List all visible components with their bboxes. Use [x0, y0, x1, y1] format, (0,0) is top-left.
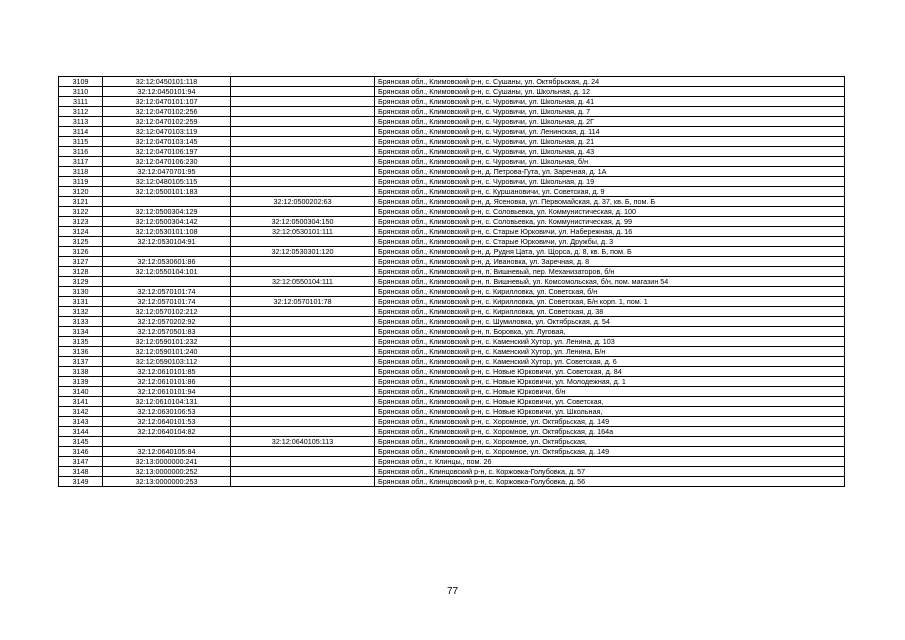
land-cadastral-number-cell: [103, 197, 231, 207]
building-cadastral-number-cell: [231, 187, 375, 197]
table-row: [59, 437, 845, 447]
building-cadastral-number-cell: [231, 447, 375, 457]
address-cell: Брянская обл., Климовский р-н, с. Кирилловка, ул. Советская, б/н: [375, 287, 845, 297]
address-cell: Брянская обл., Климовский р-н, с. Куршановичи, ул. Советская, д. 9: [375, 187, 845, 197]
building-cadastral-number-cell: [231, 317, 375, 327]
building-cadastral-number-cell: [231, 237, 375, 247]
address-cell: Брянская обл., Климовский р-н, с. Новые Юрковичи, ул. Советская,: [375, 397, 845, 407]
building-cadastral-number-cell: [231, 207, 375, 217]
land-cadastral-number-cell: 32:12:0470101:107: [103, 97, 231, 107]
building-cadastral-number-cell: 32:12:0500202:63: [231, 197, 375, 207]
table-row: [59, 357, 845, 367]
land-cadastral-number-cell: 32:13:0000000:252: [103, 467, 231, 477]
table-row: [59, 107, 845, 117]
address-cell: Брянская обл., Климовский р-н, с. Чуровичи, ул. Школьная, б/н: [375, 157, 845, 167]
table-row: [59, 127, 845, 137]
row-number-cell: 3136: [59, 347, 103, 357]
building-cadastral-number-cell: 32:12:0550104:111: [231, 277, 375, 287]
building-cadastral-number-cell: [231, 457, 375, 467]
row-number-cell: 3128: [59, 267, 103, 277]
table-row: [59, 217, 845, 227]
land-cadastral-number-cell: 32:12:0590101:240: [103, 347, 231, 357]
address-cell: Брянская обл., Климовский р-н, с. Чуровичи, ул. Школьная, д. 7: [375, 107, 845, 117]
table-row: [59, 407, 845, 417]
row-number-cell: 3146: [59, 447, 103, 457]
address-cell: Брянская обл., Климовский р-н, с. Новые Юрковичи, ул. Молодежная, д. 1: [375, 377, 845, 387]
address-cell: Брянская обл., Климовский р-н, д. Ясеновка, ул. Первомайская, д. 37, кв. Б, пом. Б: [375, 197, 845, 207]
row-number-cell: 3117: [59, 157, 103, 167]
building-cadastral-number-cell: [231, 77, 375, 87]
land-cadastral-number-cell: 32:12:0450101:94: [103, 87, 231, 97]
row-number-cell: 3111: [59, 97, 103, 107]
table-row: [59, 417, 845, 427]
land-cadastral-number-cell: 32:12:0500304:142: [103, 217, 231, 227]
land-cadastral-number-cell: 32:12:0530101:108: [103, 227, 231, 237]
row-number-cell: 3142: [59, 407, 103, 417]
row-number-cell: 3125: [59, 237, 103, 247]
row-number-cell: 3145: [59, 437, 103, 447]
building-cadastral-number-cell: 32:12:0570101:78: [231, 297, 375, 307]
row-number-cell: 3109: [59, 77, 103, 87]
table-row: [59, 167, 845, 177]
land-cadastral-number-cell: 32:13:0000000:241: [103, 457, 231, 467]
address-cell: Брянская обл., Климовский р-н, с. Кирилловка, ул. Советская, д. 38: [375, 307, 845, 317]
row-number-cell: 3134: [59, 327, 103, 337]
table-row: [59, 267, 845, 277]
table-row: [59, 227, 845, 237]
building-cadastral-number-cell: [231, 467, 375, 477]
building-cadastral-number-cell: [231, 347, 375, 357]
building-cadastral-number-cell: [231, 427, 375, 437]
land-cadastral-number-cell: 32:12:0640101:53: [103, 417, 231, 427]
registry-table: [58, 76, 845, 487]
row-number-cell: 3141: [59, 397, 103, 407]
building-cadastral-number-cell: [231, 287, 375, 297]
row-number-cell: 3138: [59, 367, 103, 377]
table-row: [59, 337, 845, 347]
land-cadastral-number-cell: 32:12:0500304:129: [103, 207, 231, 217]
building-cadastral-number-cell: [231, 327, 375, 337]
table-row: [59, 447, 845, 457]
building-cadastral-number-cell: [231, 407, 375, 417]
building-cadastral-number-cell: [231, 147, 375, 157]
row-number-cell: 3126: [59, 247, 103, 257]
table-row: [59, 377, 845, 387]
address-cell: Брянская обл., Клинцовский р-н, с. Коржовка-Голубовка, д. 56: [375, 477, 845, 487]
land-cadastral-number-cell: 32:12:0470103:119: [103, 127, 231, 137]
address-cell: Брянская обл., Климовский р-н, д. Петрова-Гута, ул. Заречная, д. 1А: [375, 167, 845, 177]
land-cadastral-number-cell: 32:12:0570202:92: [103, 317, 231, 327]
table-row: [59, 367, 845, 377]
row-number-cell: 3149: [59, 477, 103, 487]
land-cadastral-number-cell: 32:13:0000000:253: [103, 477, 231, 487]
table-row: [59, 247, 845, 257]
land-cadastral-number-cell: 32:12:0480105:115: [103, 177, 231, 187]
address-cell: Брянская обл., Климовский р-н, с. Старые Юрковичи, ул. Набережная, д. 16: [375, 227, 845, 237]
table-row: [59, 187, 845, 197]
address-cell: Брянская обл., Климовский р-н, с. Хоромное, ул. Октябрьская, д. 149: [375, 447, 845, 457]
building-cadastral-number-cell: [231, 337, 375, 347]
address-cell: Брянская обл., Климовский р-н, с. Каменский Хутор, ул. Ленина, д. 103: [375, 337, 845, 347]
table-row: [59, 477, 845, 487]
row-number-cell: 3148: [59, 467, 103, 477]
land-cadastral-number-cell: 32:12:0470103:145: [103, 137, 231, 147]
land-cadastral-number-cell: 32:12:0570102:212: [103, 307, 231, 317]
table-row: [59, 207, 845, 217]
row-number-cell: 3113: [59, 117, 103, 127]
address-cell: Брянская обл., Климовский р-н, с. Новые Юрковичи, ул. Школьная,: [375, 407, 845, 417]
land-cadastral-number-cell: 32:12:0640104:82: [103, 427, 231, 437]
building-cadastral-number-cell: [231, 307, 375, 317]
address-cell: Брянская обл., Климовский р-н, с. Шумиловка, ул. Октябрьская, д. 54: [375, 317, 845, 327]
table-row: [59, 307, 845, 317]
table-row: [59, 237, 845, 247]
address-cell: Брянская обл., Климовский р-н, с. Соловьевка, ул. Коммунистическая, д. 100: [375, 207, 845, 217]
address-cell: Брянская обл., Климовский р-н, с. Старые Юрковичи, ул. Дружбы, д. 3: [375, 237, 845, 247]
table-row: [59, 117, 845, 127]
row-number-cell: 3118: [59, 167, 103, 177]
row-number-cell: 3114: [59, 127, 103, 137]
table-row: [59, 457, 845, 467]
row-number-cell: 3121: [59, 197, 103, 207]
address-cell: Брянская обл., Климовский р-н, п. Вишневый, ул. Комсомольская, б/н, пом. магазин 54: [375, 277, 845, 287]
address-cell: Брянская обл., Климовский р-н, п. Боровка, ул. Луговая,: [375, 327, 845, 337]
address-cell: Брянская обл., Климовский р-н, с. Чуровичи, ул. Ленинская, д. 114: [375, 127, 845, 137]
row-number-cell: 3112: [59, 107, 103, 117]
building-cadastral-number-cell: [231, 387, 375, 397]
row-number-cell: 3144: [59, 427, 103, 437]
land-cadastral-number-cell: 32:12:0500101:183: [103, 187, 231, 197]
address-cell: Брянская обл., Климовский р-н, с. Новые Юрковичи, ул. Советская, д. 84: [375, 367, 845, 377]
row-number-cell: 3110: [59, 87, 103, 97]
address-cell: Брянская обл., Климовский р-н, с. Соловьевка, ул. Коммунистическая, д. 99: [375, 217, 845, 227]
building-cadastral-number-cell: [231, 157, 375, 167]
address-cell: Брянская обл., Климовский р-н, с. Хоромное, ул. Октябрьская, д. 149: [375, 417, 845, 427]
row-number-cell: 3132: [59, 307, 103, 317]
land-cadastral-number-cell: 32:12:0450101:118: [103, 77, 231, 87]
land-cadastral-number-cell: 32:12:0630106:53: [103, 407, 231, 417]
land-cadastral-number-cell: 32:12:0470102:259: [103, 117, 231, 127]
land-cadastral-number-cell: 32:12:0610101:94: [103, 387, 231, 397]
land-cadastral-number-cell: [103, 277, 231, 287]
table-row: [59, 467, 845, 477]
building-cadastral-number-cell: [231, 357, 375, 367]
building-cadastral-number-cell: [231, 477, 375, 487]
row-number-cell: 3137: [59, 357, 103, 367]
address-cell: Брянская обл., Климовский р-н, с. Каменский Хутор, ул. Советская, д. 6: [375, 357, 845, 367]
table-row: [59, 317, 845, 327]
registry-table-body: [59, 77, 845, 487]
land-cadastral-number-cell: 32:12:0470106:230: [103, 157, 231, 167]
table-row: [59, 277, 845, 287]
row-number-cell: 3127: [59, 257, 103, 267]
building-cadastral-number-cell: [231, 257, 375, 267]
address-cell: Брянская обл., Климовский р-н, п. Вишневый, пер. Механизаторов, б/н: [375, 267, 845, 277]
address-cell: Брянская обл., Климовский р-н, д. Рудня Цата, ул. Щорса, д. 8, кв. Б, пом. Б: [375, 247, 845, 257]
land-cadastral-number-cell: [103, 437, 231, 447]
land-cadastral-number-cell: 32:12:0610101:86: [103, 377, 231, 387]
building-cadastral-number-cell: [231, 377, 375, 387]
building-cadastral-number-cell: [231, 167, 375, 177]
land-cadastral-number-cell: 32:12:0610101:85: [103, 367, 231, 377]
row-number-cell: 3124: [59, 227, 103, 237]
row-number-cell: 3120: [59, 187, 103, 197]
address-cell: Брянская обл., Климовский р-н, с. Новые Юрковичи, б/н: [375, 387, 845, 397]
building-cadastral-number-cell: [231, 87, 375, 97]
address-cell: Брянская обл., Климовский р-н, д. Ивановка, ул. Заречная, д. 8: [375, 257, 845, 267]
address-cell: Брянская обл., Климовский р-н, с. Чуровичи, ул. Школьная, д. 21: [375, 137, 845, 147]
building-cadastral-number-cell: [231, 177, 375, 187]
row-number-cell: 3115: [59, 137, 103, 147]
row-number-cell: 3116: [59, 147, 103, 157]
land-cadastral-number-cell: 32:12:0530104:91: [103, 237, 231, 247]
address-cell: Брянская обл., Климовский р-н, с. Каменский Хутор, ул. Ленина, Б/н: [375, 347, 845, 357]
row-number-cell: 3139: [59, 377, 103, 387]
address-cell: Брянская обл., Климовский р-н, с. Сушаны, ул. Октябрьская, д. 24: [375, 77, 845, 87]
land-cadastral-number-cell: 32:12:0570101:74: [103, 287, 231, 297]
address-cell: Брянская обл., Климовский р-н, с. Чуровичи, ул. Школьная, д. 2Г: [375, 117, 845, 127]
building-cadastral-number-cell: 32:12:0640105:113: [231, 437, 375, 447]
address-cell: Брянская обл., Климовский р-н, с. Сушаны, ул. Школьная, д. 12: [375, 87, 845, 97]
building-cadastral-number-cell: [231, 137, 375, 147]
building-cadastral-number-cell: 32:12:0530101:111: [231, 227, 375, 237]
table-row: [59, 157, 845, 167]
land-cadastral-number-cell: 32:12:0470106:197: [103, 147, 231, 157]
land-cadastral-number-cell: 32:12:0470701:95: [103, 167, 231, 177]
row-number-cell: 3130: [59, 287, 103, 297]
table-row: [59, 177, 845, 187]
land-cadastral-number-cell: 32:12:0550104:101: [103, 267, 231, 277]
land-cadastral-number-cell: 32:12:0640105:84: [103, 447, 231, 457]
row-number-cell: 3131: [59, 297, 103, 307]
table-row: [59, 87, 845, 97]
table-row: [59, 97, 845, 107]
table-row: [59, 147, 845, 157]
row-number-cell: 3119: [59, 177, 103, 187]
table-row: [59, 137, 845, 147]
row-number-cell: 3129: [59, 277, 103, 287]
address-cell: Брянская обл., Климовский р-н, с. Чуровичи, ул. Школьная, д. 43: [375, 147, 845, 157]
building-cadastral-number-cell: [231, 117, 375, 127]
building-cadastral-number-cell: [231, 267, 375, 277]
table-row: [59, 327, 845, 337]
table-row: [59, 427, 845, 437]
address-cell: Брянская обл., Климовский р-н, с. Хоромное, ул. Октябрьская,: [375, 437, 845, 447]
row-number-cell: 3147: [59, 457, 103, 467]
address-cell: Брянская обл., Климовский р-н, с. Хоромное, ул. Октябрьская, д. 164а: [375, 427, 845, 437]
table-row: [59, 287, 845, 297]
address-cell: Брянская обл., Клинцовский р-н, с. Коржовка-Голубовка, д. 57: [375, 467, 845, 477]
land-cadastral-number-cell: 32:12:0590103:112: [103, 357, 231, 367]
building-cadastral-number-cell: 32:12:0530301:120: [231, 247, 375, 257]
land-cadastral-number-cell: 32:12:0470102:256: [103, 107, 231, 117]
land-cadastral-number-cell: 32:12:0570501:83: [103, 327, 231, 337]
building-cadastral-number-cell: [231, 97, 375, 107]
table-row: [59, 257, 845, 267]
table-row: [59, 347, 845, 357]
address-cell: Брянская обл., Климовский р-н, с. Чуровичи, ул. Школьная, д. 41: [375, 97, 845, 107]
land-cadastral-number-cell: 32:12:0570101:74: [103, 297, 231, 307]
address-cell: Брянская обл., г. Клинцы,, пом. 26: [375, 457, 845, 467]
land-cadastral-number-cell: 32:12:0590101:232: [103, 337, 231, 347]
address-cell: Брянская обл., Климовский р-н, с. Кирилловка, ул. Советская, Б/н корп. 1, пом. 1: [375, 297, 845, 307]
row-number-cell: 3135: [59, 337, 103, 347]
table-row: [59, 387, 845, 397]
row-number-cell: 3133: [59, 317, 103, 327]
land-cadastral-number-cell: [103, 247, 231, 257]
row-number-cell: 3143: [59, 417, 103, 427]
table-row: [59, 397, 845, 407]
land-cadastral-number-cell: 32:12:0610104:131: [103, 397, 231, 407]
table-row: [59, 197, 845, 207]
address-cell: Брянская обл., Климовский р-н, с. Чуровичи, ул. Школьная, д. 19: [375, 177, 845, 187]
land-cadastral-number-cell: 32:12:0530601:86: [103, 257, 231, 267]
row-number-cell: 3123: [59, 217, 103, 227]
building-cadastral-number-cell: [231, 127, 375, 137]
building-cadastral-number-cell: [231, 107, 375, 117]
building-cadastral-number-cell: 32:12:0500304:150: [231, 217, 375, 227]
building-cadastral-number-cell: [231, 417, 375, 427]
row-number-cell: 3140: [59, 387, 103, 397]
table-row: [59, 77, 845, 87]
table-row: [59, 297, 845, 307]
building-cadastral-number-cell: [231, 397, 375, 407]
building-cadastral-number-cell: [231, 367, 375, 377]
row-number-cell: 3122: [59, 207, 103, 217]
page-number: 77: [446, 586, 459, 597]
